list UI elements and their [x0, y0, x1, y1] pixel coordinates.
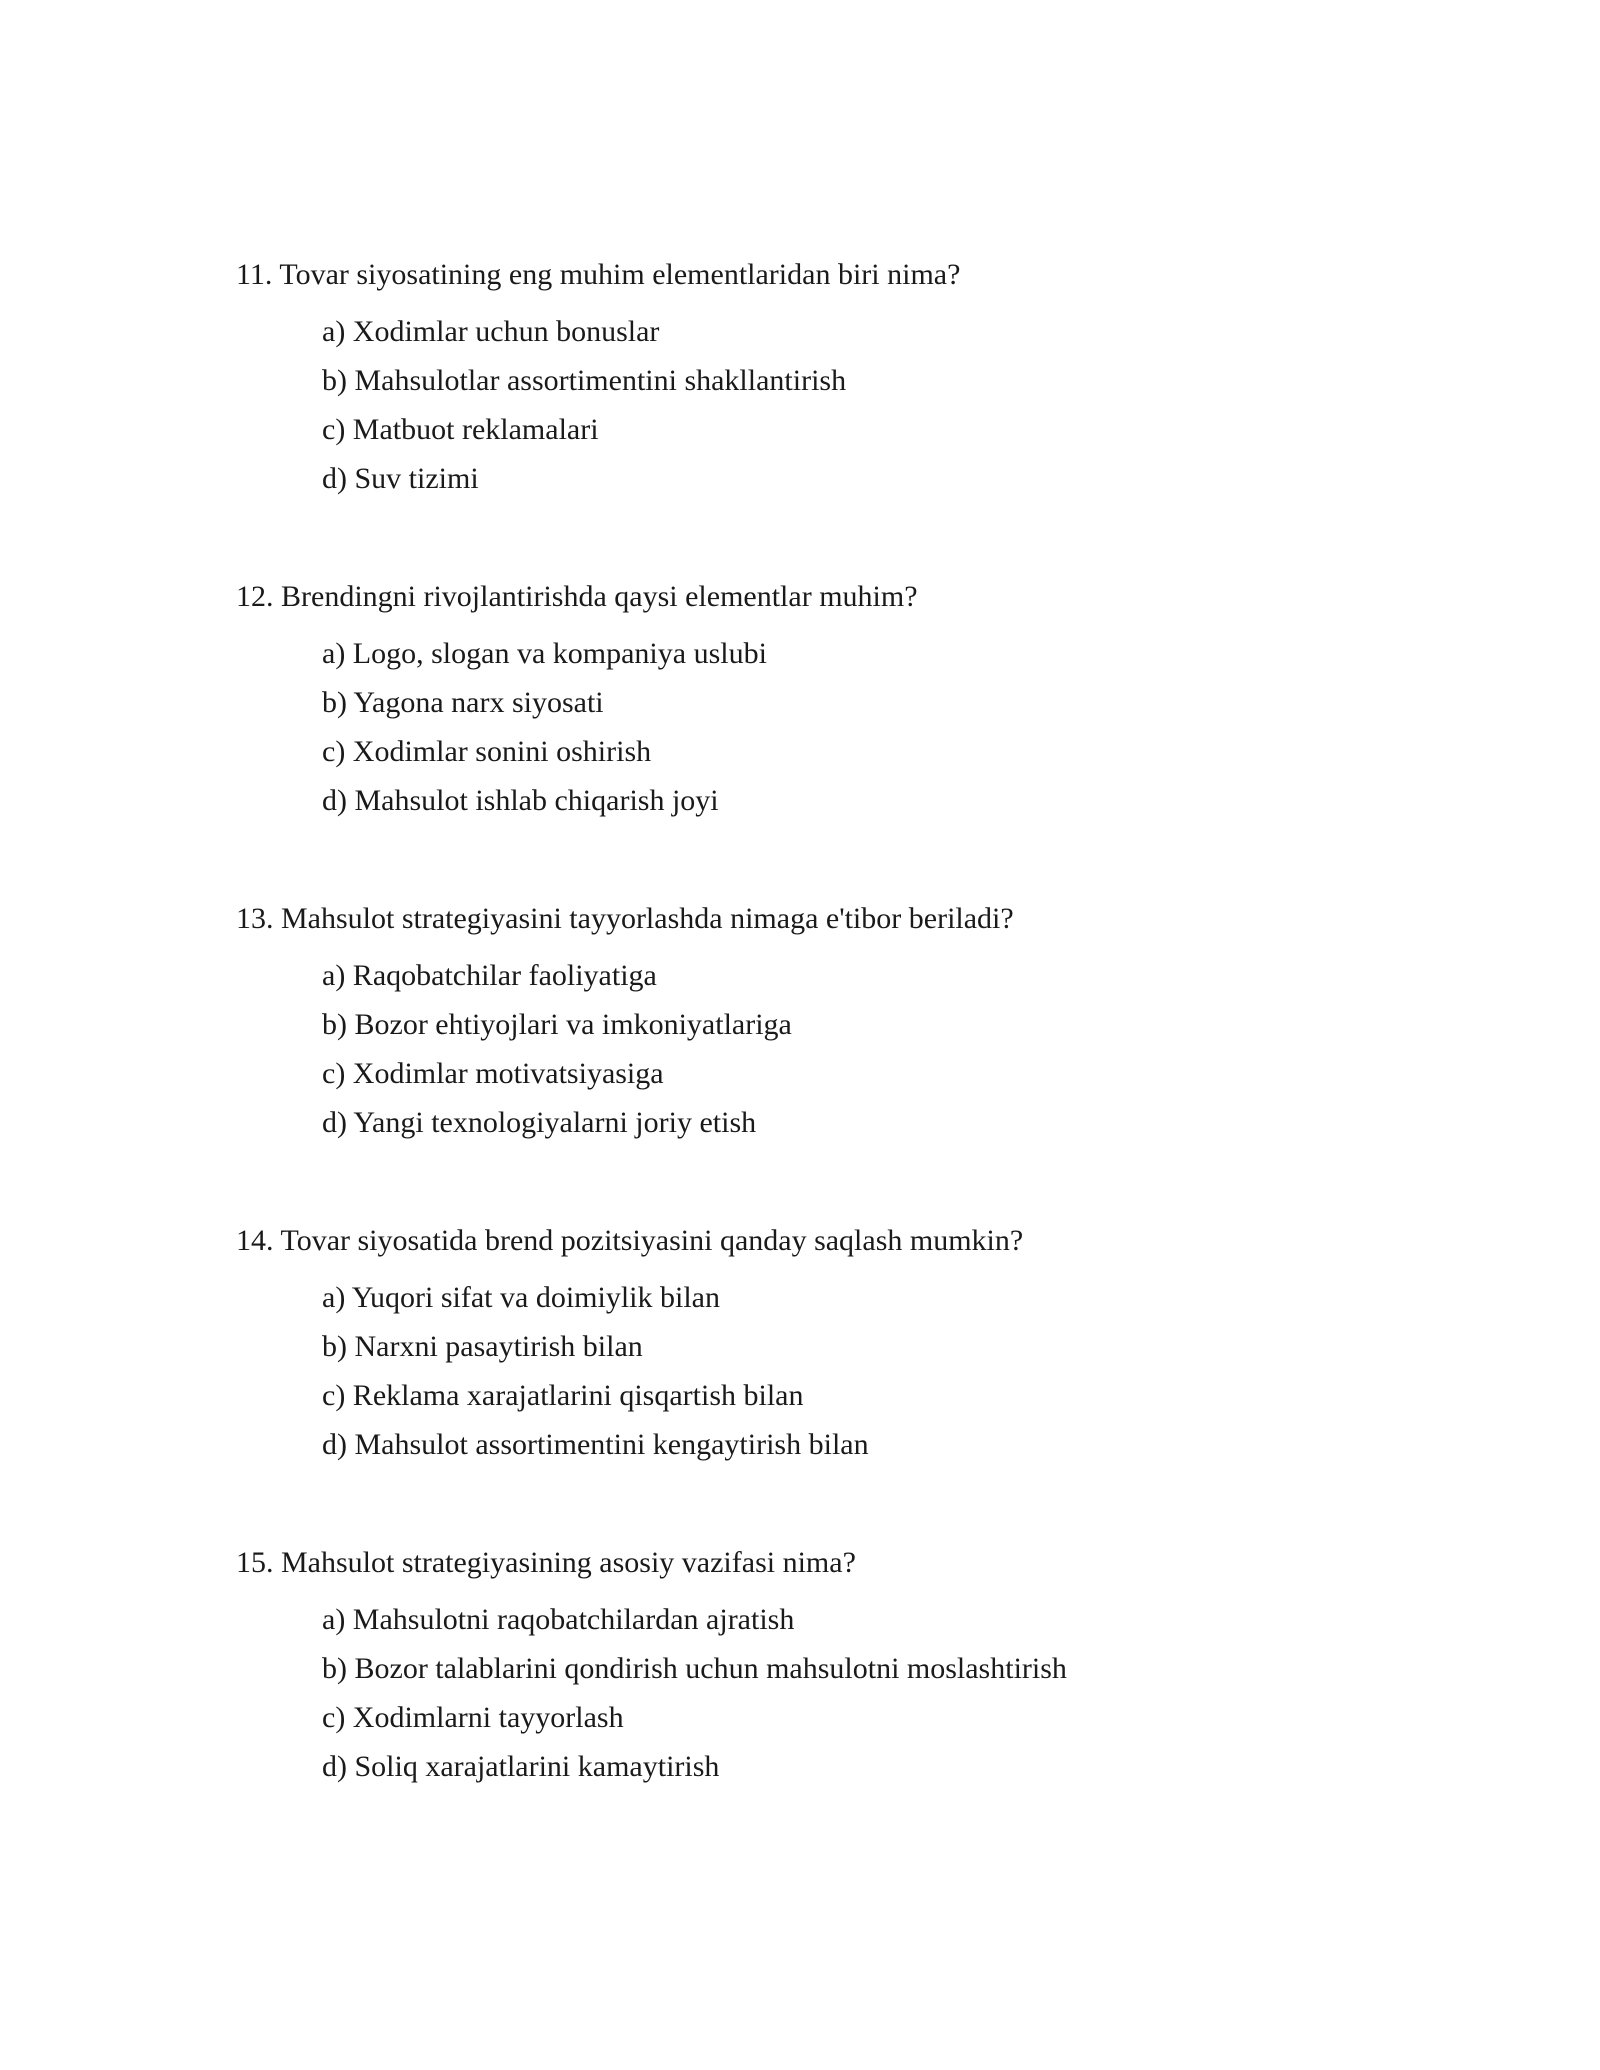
option-c: c) Reklama xarajatlarini qisqartish bilan — [322, 1379, 804, 1412]
question-text: 15. Mahsulot strategiyasining asosiy vazifasi nima? — [236, 1546, 856, 1579]
option-d: d) Mahsulot ishlab chiqarish joyi — [322, 784, 719, 817]
option-a: a) Xodimlar uchun bonuslar — [322, 315, 660, 348]
option-b: b) Mahsulotlar assortimentini shakllantirish — [322, 364, 847, 397]
option-b: b) Yagona narx siyosati — [322, 686, 604, 719]
option-b: b) Bozor ehtiyojlari va imkoniyatlariga — [322, 1008, 792, 1041]
option-a: a) Logo, slogan va kompaniya uslubi — [322, 637, 767, 670]
option-d: d) Soliq xarajatlarini kamaytirish — [322, 1750, 720, 1783]
option-list — [322, 636, 1436, 832]
option-d: d) Yangi texnologiyalarni joriy etish — [322, 1106, 757, 1139]
option-c: c) Xodimlar motivatsiyasiga — [322, 1057, 664, 1090]
question-text: 14. Tovar siyosatida brend pozitsiyasini qanday saqlash mumkin? — [236, 1224, 1024, 1257]
option-b: b) Narxni pasaytirish bilan — [322, 1330, 643, 1363]
option-list — [322, 314, 1436, 510]
option-c: c) Xodimlar sonini oshirish — [322, 735, 652, 768]
option-c: c) Xodimlarni tayyorlash — [322, 1701, 624, 1734]
option-b: b) Bozor talablarini qondirish uchun mahsulotni moslashtirish — [322, 1652, 1067, 1685]
option-d: d) Suv tizimi — [322, 462, 479, 495]
question-12 — [236, 579, 1436, 832]
option-list — [322, 958, 1436, 1154]
option-d: d) Mahsulot assortimentini kengaytirish bilan — [322, 1428, 869, 1461]
question-15 — [236, 1545, 1436, 1798]
question-text: 11. Tovar siyosatining eng muhim elementlaridan biri nima? — [236, 258, 961, 291]
question-text: 13. Mahsulot strategiyasini tayyorlashda nimaga e'tibor beriladi? — [236, 902, 1014, 935]
question-text: 12. Brendingni rivojlantirishda qaysi elementlar muhim? — [236, 580, 918, 613]
option-list — [322, 1602, 1436, 1798]
question-13 — [236, 901, 1436, 1154]
option-a: a) Yuqori sifat va doimiylik bilan — [322, 1281, 720, 1314]
option-c: c) Matbuot reklamalari — [322, 413, 599, 446]
option-a: a) Mahsulotni raqobatchilardan ajratish — [322, 1603, 795, 1636]
option-list — [322, 1280, 1436, 1476]
option-a: a) Raqobatchilar faoliyatiga — [322, 959, 657, 992]
question-14 — [236, 1223, 1436, 1476]
question-11 — [236, 257, 1436, 510]
